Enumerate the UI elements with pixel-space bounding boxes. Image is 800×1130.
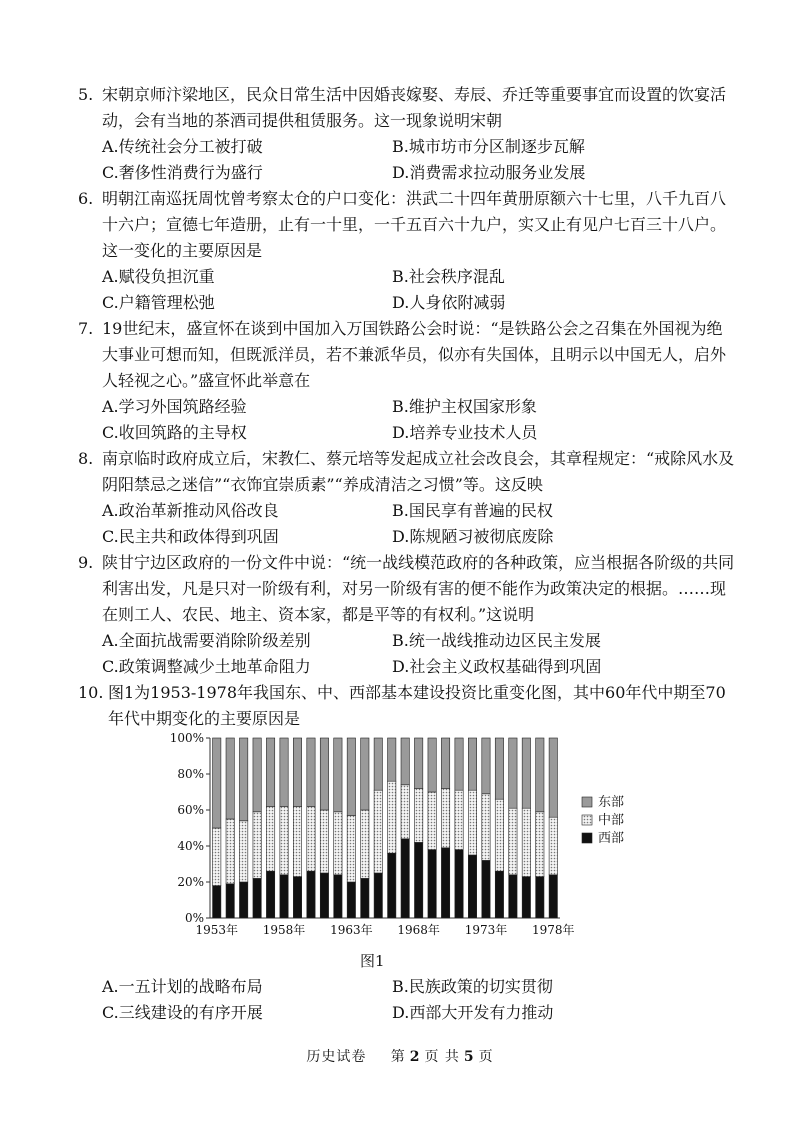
bar-segment-西部-1972年 [468,855,476,918]
bar-segment-西部-1969年 [428,850,436,918]
option-c: C.民主共和政体得到巩固 [102,527,279,546]
bar-segment-中部-1969年 [428,792,436,850]
question-number: 9. [78,553,94,572]
footer-page-prefix: 第 [390,1049,406,1065]
option-a: A.传统社会分工被打破 [102,137,263,156]
bar-segment-西部-1961年 [320,873,328,918]
options [78,628,738,680]
bar-segment-西部-1953年 [213,886,221,918]
bar-segment-中部-1965年 [374,790,382,873]
bar-segment-中部-1953年 [213,828,221,886]
bar-segment-中部-1973年 [482,794,490,861]
bar-segment-东部-1954年 [226,738,234,819]
bar-segment-中部-1957年 [266,806,274,871]
footer-subject: 历史试卷 [306,1049,367,1065]
bar-segment-西部-1968年 [414,842,422,918]
bar-segment-西部-1960年 [307,871,315,918]
bar-segment-西部-1967年 [401,839,409,918]
bar-segment-东部-1964年 [361,738,369,810]
bar-segment-中部-1975年 [509,808,517,875]
question-stem: 陕甘宁边区政府的一份文件中说：“统一战线模范政府的各种政策，应当根据各阶级的共同利害出发，凡是只对一阶级有利，对另一阶级有害的便不能作为政策决定的根据。……现在则工人、农民、地主、资本家，都是平等的有权利。”这说明 [102,553,735,624]
bar-segment-西部-1963年 [347,882,355,918]
question-7 [78,316,738,446]
bar-segment-中部-1962年 [334,812,342,875]
bar-segment-中部-1956年 [253,812,261,879]
option-b: B.统一战线推动边区民主发展 [392,631,601,650]
bar-segment-中部-1971年 [455,790,463,849]
bar-segment-东部-1957年 [266,738,274,806]
bar-segment-西部-1965年 [374,873,382,918]
bar-segment-中部-1963年 [347,815,355,882]
bar-segment-西部-1974年 [495,871,503,918]
option-b: B.国民享有普遍的民权 [392,501,553,520]
footer-page-suffix: 页 [478,1049,494,1065]
bar-segment-西部-1958年 [280,875,288,918]
legend-swatch-东部 [582,797,592,807]
legend-label-西部: 西部 [598,831,625,846]
question-10 [78,680,738,732]
bar-segment-东部-1975年 [509,738,517,808]
option-c: C.政策调整减少土地革命阻力 [102,657,311,676]
bar-segment-西部-1954年 [226,884,234,918]
bar-segment-中部-1955年 [239,821,247,882]
bar-segment-中部-1967年 [401,785,409,839]
option-c: C.奢侈性消费行为盛行 [102,163,263,182]
bar-segment-中部-1964年 [361,810,369,878]
option-d: D.消费需求拉动服务业发展 [392,163,586,182]
legend-label-东部: 东部 [598,795,625,810]
bar-segment-东部-1977年 [536,738,544,812]
option-d: D.社会主义政权基础得到巩固 [392,657,602,676]
footer-page-total: 5 [463,1049,475,1065]
bar-segment-中部-1960年 [307,806,315,871]
y-tick-label: 0% [184,911,204,925]
question-number: 10. [78,683,104,702]
bar-segment-中部-1966年 [388,781,396,853]
bar-segment-东部-1953年 [213,738,221,828]
legend-swatch-中部 [582,815,592,825]
bar-segment-西部-1975年 [509,875,517,918]
investment-share-chart [160,728,680,960]
question-stem: 南京临时政府成立后，宋教仁、蔡元培等发起成立社会改良会，其章程规定：“戒除风水及阴阳禁忌之迷信”“衣饰宜崇质素”“养成清洁之习惯”等。这反映 [102,449,735,494]
question-8 [78,446,738,550]
bar-segment-东部-1955年 [239,738,247,821]
footer-page-number: 2 [409,1049,421,1065]
question-stem: 图1为1953-1978年我国东、中、西部基本建设投资比重变化图，其中60年代中期至70年代中期变化的主要原因是 [108,683,726,728]
option-c: C.收回筑路的主导权 [102,423,247,442]
bar-segment-东部-1966年 [388,738,396,781]
bar-segment-中部-1977年 [536,812,544,877]
legend-swatch-西部 [582,833,592,843]
x-tick-label: 1978年 [531,923,575,937]
question-stem: 19世纪末，盛宣怀在谈到中国加入万国铁路公会时说：“是铁路公会之召集在外国视为绝大事业可想而知，但既派洋员，若不兼派华员，似亦有失国体，且明示以中国无人，启外人轻视之心。”盛宣怀此举意在 [102,319,727,390]
question-9 [78,550,738,680]
x-tick-label: 1958年 [262,923,306,937]
bar-segment-东部-1974年 [495,738,503,799]
bar-segment-西部-1978年 [549,875,557,918]
option-d: D.人身依附减弱 [392,293,506,312]
bar-segment-中部-1972年 [468,790,476,855]
x-tick-label: 1973年 [464,923,508,937]
option-a: A.政治革新推动风俗改良 [102,501,279,520]
footer-page-mid: 页 共 [424,1049,460,1065]
option-d: D.西部大开发有力推动 [392,1003,554,1022]
bar-segment-中部-1978年 [549,817,557,875]
bar-segment-西部-1959年 [293,877,301,918]
bar-segment-西部-1976年 [522,877,530,918]
option-a: A.全面抗战需要消除阶级差别 [102,631,311,650]
bar-segment-东部-1959年 [293,738,301,806]
option-b: B.维护主权国家形象 [392,397,537,416]
bar-segment-东部-1967年 [401,738,409,785]
x-tick-label: 1968年 [397,923,440,937]
bar-segment-西部-1964年 [361,878,369,918]
bar-segment-东部-1969年 [428,738,436,792]
question-number: 6. [78,189,94,208]
options [102,974,762,1026]
y-tick-label: 60% [177,803,204,817]
stacked-bar-chart [160,728,680,960]
bar-segment-中部-1961年 [320,810,328,873]
bar-segment-中部-1970年 [441,788,449,847]
bar-segment-东部-1963年 [347,738,355,815]
x-tick-label: 1953年 [195,923,239,937]
y-tick-label: 100% [169,731,204,745]
bar-segment-东部-1970年 [441,738,449,788]
option-c: C.三线建设的有序开展 [102,1003,263,1022]
y-tick-label: 40% [177,839,204,853]
option-a: A.赋役负担沉重 [102,267,215,286]
bar-segment-东部-1962年 [334,738,342,812]
x-tick-label: 1963年 [330,923,373,937]
options [78,264,738,316]
y-tick-label: 20% [177,875,204,889]
bar-segment-西部-1956年 [253,878,261,918]
bar-segment-东部-1972年 [468,738,476,790]
page-footer [0,1046,800,1066]
bar-segment-中部-1958年 [280,806,288,874]
bar-segment-西部-1977年 [536,877,544,918]
question-5 [78,82,738,186]
question-6 [78,186,738,316]
bar-segment-东部-1978年 [549,738,557,817]
bar-segment-西部-1973年 [482,860,490,918]
bar-segment-中部-1959年 [293,806,301,876]
legend-label-中部: 中部 [598,813,625,828]
bar-segment-东部-1961年 [320,738,328,810]
question-number: 8. [78,449,94,468]
option-d: D.培养专业技术人员 [392,423,538,442]
options [78,498,738,550]
question-stem: 明朝江南巡抚周忱曾考察太仓的户口变化：洪武二十四年黄册原额六十七里，八千九百八十六户；宣德七年造册，止有一十里，一千五百六十九户，实又止有见户七百三十八户。这一变化的主要原因是 [102,189,727,260]
bar-segment-东部-1965年 [374,738,382,790]
options [78,134,738,186]
question-number: 5. [78,85,94,104]
option-b: B.社会秩序混乱 [392,267,505,286]
option-c: C.户籍管理松弛 [102,293,215,312]
bar-segment-中部-1976年 [522,808,530,876]
bar-segment-西部-1966年 [388,853,396,918]
option-b: B.城市坊市分区制逐步瓦解 [392,137,585,156]
bar-segment-东部-1971年 [455,738,463,790]
y-tick-label: 80% [177,767,204,781]
option-d: D.陈规陋习被彻底废除 [392,527,554,546]
bar-segment-中部-1968年 [414,788,422,842]
bar-segment-东部-1958年 [280,738,288,806]
bar-segment-东部-1956年 [253,738,261,812]
bar-segment-西部-1971年 [455,850,463,918]
question-number: 7. [78,319,94,338]
option-a: A.学习外国筑路经验 [102,397,247,416]
figure-caption: 图1 [360,952,385,970]
option-a: A.一五计划的战略布局 [102,977,263,996]
bar-segment-东部-1968年 [414,738,422,788]
bar-segment-西部-1955年 [239,882,247,918]
options [78,394,738,446]
option-b: B.民族政策的切实贯彻 [392,977,553,996]
bar-segment-东部-1976年 [522,738,530,808]
bar-segment-西部-1962年 [334,875,342,918]
bar-segment-中部-1974年 [495,799,503,871]
question-stem: 宋朝京师汴梁地区，民众日常生活中因婚丧嫁娶、寿辰、乔迁等重要事宜而设置的饮宴活动，会有当地的茶酒司提供租赁服务。这一现象说明宋朝 [102,85,727,130]
bar-segment-东部-1973年 [482,738,490,794]
bar-segment-西部-1970年 [441,848,449,918]
bar-segment-西部-1957年 [266,871,274,918]
bar-segment-中部-1954年 [226,819,234,884]
bar-segment-东部-1960年 [307,738,315,806]
